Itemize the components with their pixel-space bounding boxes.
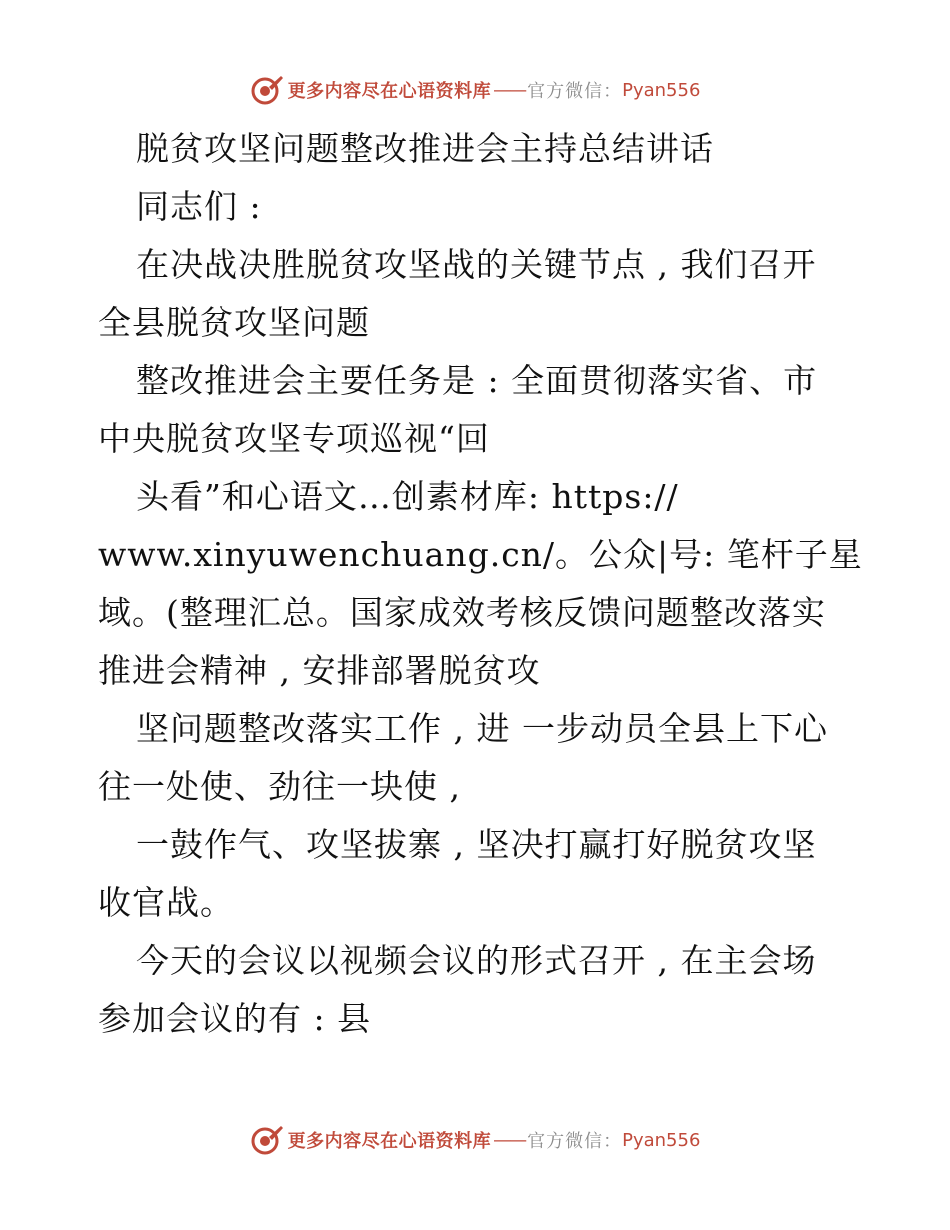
watermark-text: 更多内容尽在心语资料库 [287,81,492,102]
watermark-text: 更多内容尽在心语资料库 [287,1131,492,1152]
text-line-6: 中央脱贫攻坚专项巡视“回 [98,419,490,458]
text-line-11: 坚问题整改落实工作 , 进 一步动员全县上下心 [136,709,828,748]
watermark-wechat-id: Pyan556 [622,1129,701,1151]
text-line-4: 全县脱贫攻坚问题 [98,303,370,342]
watermark-label: 官方微信： [527,81,623,102]
text-line-12: 往一处使、劲往一块使 , [98,767,461,806]
text-line-3: 在决战决胜脱贫攻坚战的关键节点 , 我们召开 [136,245,817,284]
document-body [98,120,863,1048]
text-line-1: 脱贫攻坚问题整改推进会主持总结讲话 [136,129,714,168]
pen-logo-icon [250,73,284,107]
text-line-8: www.xinyuwenchuang.cn/。公众|号: 笔杆子星 [98,535,863,574]
text-line-14: 收官战。 [98,883,234,922]
text-line-7: 头看”和心语文…创素材库: https:// [136,477,679,516]
pen-logo-icon [250,1123,284,1157]
text-line-2: 同志们 : [136,187,262,226]
watermark-dash: —— [493,79,526,101]
footer-watermark [0,1122,950,1158]
text-line-16: 参加会议的有 : 县 [98,999,372,1038]
text-line-13: 一鼓作气、攻坚拔寨 , 坚决打赢打好脱贫攻坚 [136,825,817,864]
watermark-wechat-id: Pyan556 [622,79,701,101]
text-line-10: 推进会精神 , 安排部署脱贫攻 [98,651,541,690]
watermark-dash: —— [493,1129,526,1151]
text-line-9: 域。(整理汇总。国家成效考核反馈问题整改落实 [98,593,826,632]
text-line-5: 整改推进会主要任务是 : 全面贯彻落实省、市 [136,361,818,400]
text-line-15: 今天的会议以视频会议的形式召开 , 在主会场 [136,941,817,980]
header-watermark [0,72,950,108]
watermark-label: 官方微信： [527,1131,623,1152]
